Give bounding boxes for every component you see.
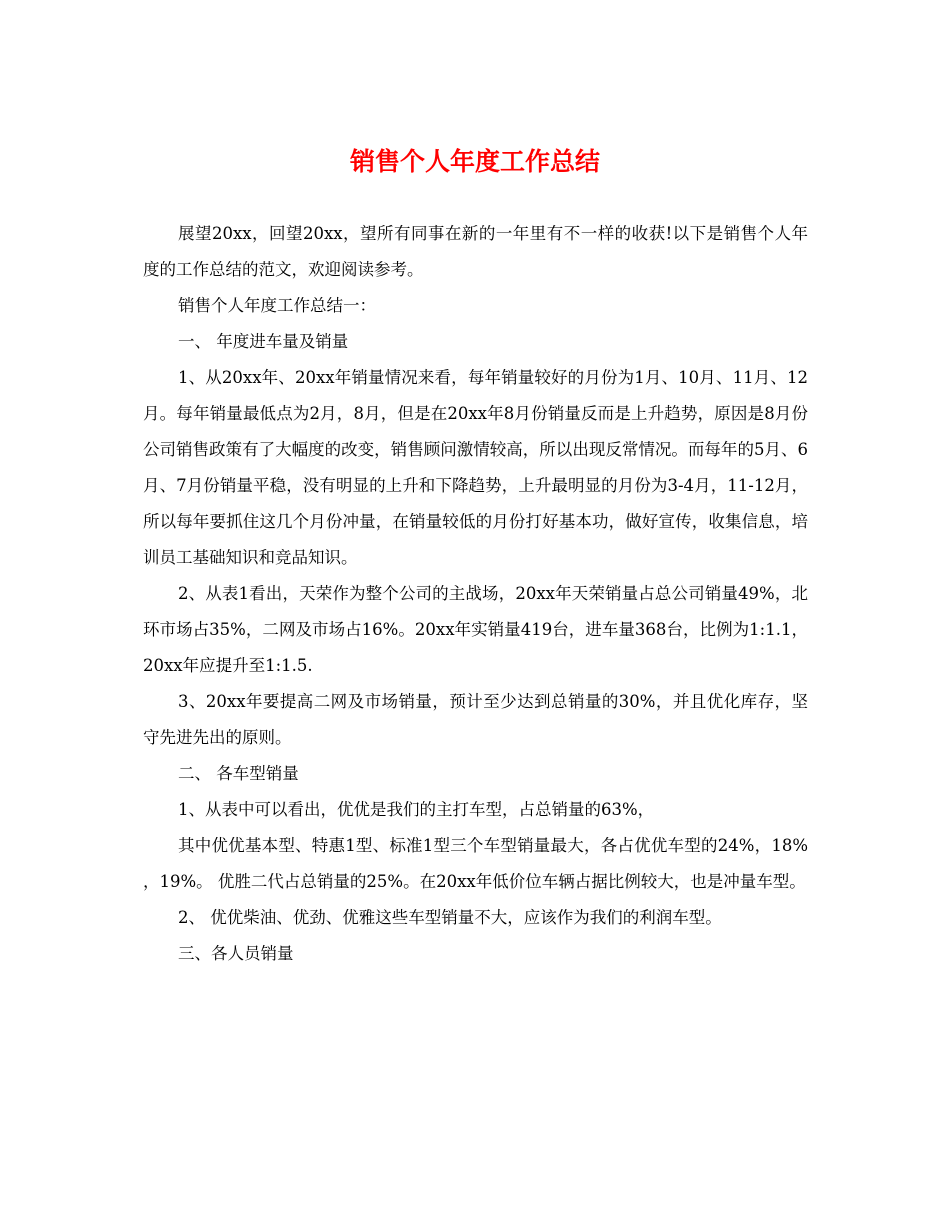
subsection-heading: 一、 年度进车量及销量 (178, 332, 349, 351)
body-paragraph: 1、从20xx年、20xx年销量情况来看，每年销量较好的月份为1月、10月、11月、12月。每年销量最低点为2月，8月，但是在20xx年8月份销量反而是上升趋势，原因是8月份公司销售政策有了大幅度的改变，销售顾问激情较高，所以出现反常情况。而每年的5月、6月、7月份销量平稳，没有明显的上升和下降趋势，上升最明显的月份为3-4月，11-12月，所以每年要抓住这几个月份冲量，在销量较低的月份打好基本功，做好宣传，收集信息，培训员工基础知识和竞品知识。 (143, 368, 808, 567)
intro-paragraph: 展望20xx，回望20xx，望所有同事在新的一年里有不一样的收获!以下是销售个人年度的工作总结的范文，欢迎阅读参考。 (143, 224, 808, 279)
body-paragraph: 3、20xx年要提高二网及市场销量，预计至少达到总销量的30%，并且优化库存，坚守先进先出的原则。 (143, 692, 808, 747)
body-paragraph: 2、从表1看出，天荣作为整个公司的主战场，20xx年天荣销量占总公司销量49%，北环市场占35%，二网及市场占16%。20xx年实销量419台，进车量368台，比例为1:1.1，20xx年应提升至1:1.5. (143, 584, 808, 675)
body-paragraph: 2、 优优柴油、优劲、优雅这些车型销量不大，应该作为我们的利润车型。 (178, 908, 722, 927)
document-title: 销售个人年度工作总结 (349, 147, 600, 176)
body-paragraph: 其中优优基本型、特惠1型、标准1型三个车型销量最大，各占优优车型的24%，18%，19%。 优胜二代占总销量的25%。在20xx年低价位车辆占据比例较大，也是冲量车型。 (143, 836, 808, 891)
subsection-heading: 三、各人员销量 (178, 944, 294, 963)
body-paragraph: 1、从表中可以看出，优优是我们的主打车型，占总销量的63%， (178, 800, 655, 819)
subsection-heading: 二、 各车型销量 (178, 764, 299, 783)
section-heading: 销售个人年度工作总结一： (178, 296, 376, 315)
document-body (143, 216, 808, 972)
